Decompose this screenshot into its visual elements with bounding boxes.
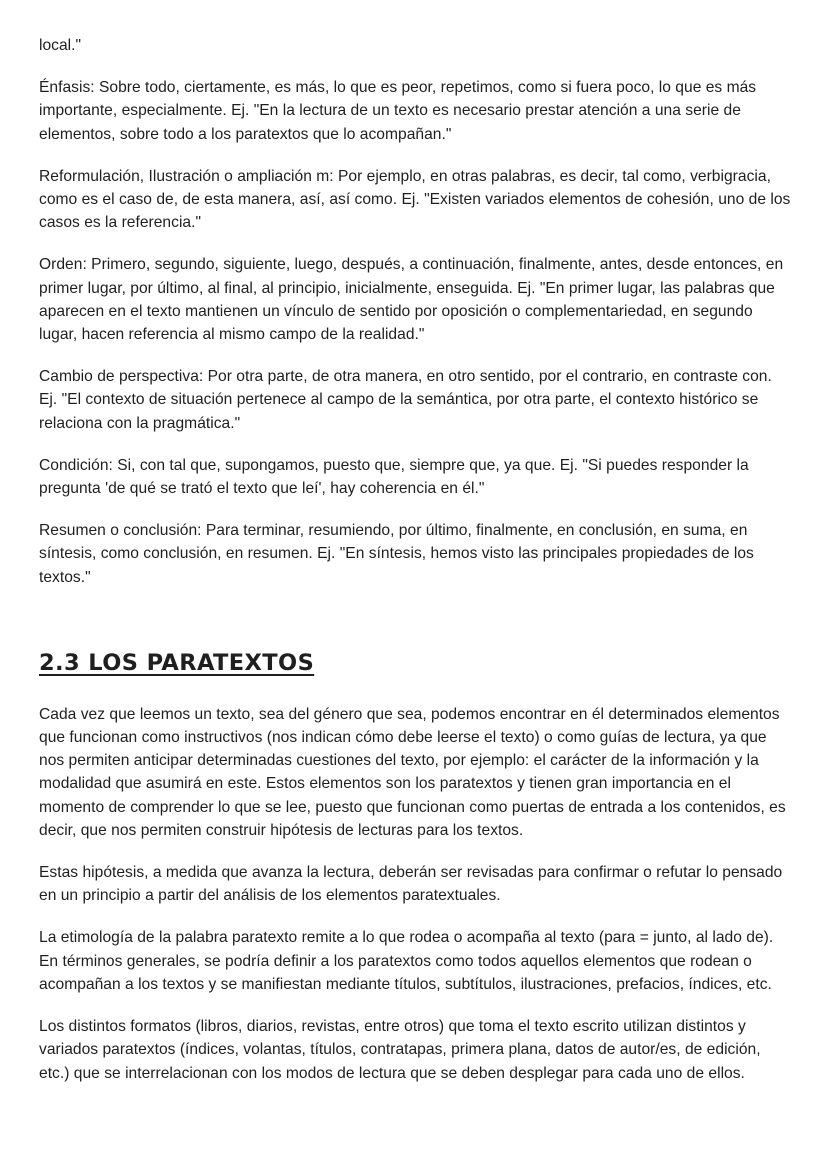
paragraph-orden: Orden: Primero, segundo, siguiente, luego, después, a continuación, finalmente, antes, desde entonces, en primer lugar, por último, al final, al principio, inicialmente, enseguida. Ej. "En primer lugar, las palabras que aparecen en el texto mantienen un vínculo de sentido por oposición o complementariedad, en segundo lugar, hacen referencia al mismo campo de la realidad." [39,256,784,344]
paragraph-paratextos-intro: Cada vez que leemos un texto, sea del género que sea, podemos encontrar en él determinados elementos que funcionan como instructivos (nos indican cómo debe leerse el texto) o como guías de lectura, ya que nos permiten anticipar determinadas cuestiones del texto, por ejemplo: el carácter de la información y la modalidad que asumirá en este. Estos elementos son los paratextos y tienen gran importancia en el momento de comprender lo que se lee, puesto que funcionan como puertas de entrada a los contenidos, es decir, que nos permiten construir hipótesis de lecturas para los textos. [39,705,786,839]
paragraph-hipotesis: Estas hipótesis, a medida que avanza la lectura, deberán ser revisadas para confirmar o refutar lo pensado en un principio a partir del análisis de los elementos paratextuales. [39,864,783,905]
paragraph-reformulacion: Reformulación, Ilustración o ampliación m: Por ejemplo, en otras palabras, es decir, tal como, verbigracia, como es el caso de, de esta manera, así, así como. Ej. "Existen variados elementos de cohesión, uno de los casos es la referencia." [39,167,791,232]
paragraph-etimologia: La etimología de la palabra paratexto remite a lo que rodea o acompaña al texto (para = junto, al lado de). En términos generales, se podría definir a los paratextos como todos aquellos elementos que rodean o acompañan a los textos y se manifiestan mediante títulos, subtítulos, ilustraciones, prefacios, índices, etc. [39,929,774,993]
paragraph-enfasis: Énfasis: Sobre todo, ciertamente, es más, lo que es peor, repetimos, como si fuera poco, lo que es más importante, especialmente. Ej. "En la lectura de un texto es necesario prestar atención a una serie de elementos, sobre todo a los paratextos que lo acompañan." [39,79,757,143]
section-heading: 2.3 LOS PARATEXTOS [39,649,315,676]
paragraph-continuation: local." [39,37,82,54]
paragraph-cambio-perspectiva: Cambio de perspectiva: Por otra parte, de otra manera, en otro sentido, por el contrario, en contraste con. Ej. "El contexto de situación pertenece al campo de la semántica, por otra parte, el contexto histórico se relaciona con la pragmática." [39,368,772,432]
paragraph-resumen: Resumen o conclusión: Para terminar, resumiendo, por último, finalmente, en conclusión, en suma, en síntesis, como conclusión, en resumen. Ej. "En síntesis, hemos visto las principales propiedades de los textos." [39,522,754,586]
paragraph-formatos: Los distintos formatos (libros, diarios, revistas, entre otros) que toma el texto escrito utilizan distintos y variados paratextos (índices, volantas, títulos, contratapas, primera plana, datos de autor/es, de edición, etc.) que se interrelacionan con los modos de lectura que se deben desplegar para cada uno de ellos. [39,1018,761,1082]
paragraph-condicion: Condición: Si, con tal que, supongamos, puesto que, siempre que, ya que. Ej. "Si puedes responder la pregunta 'de qué se trató el texto que leí', hay coherencia en él." [39,456,749,498]
